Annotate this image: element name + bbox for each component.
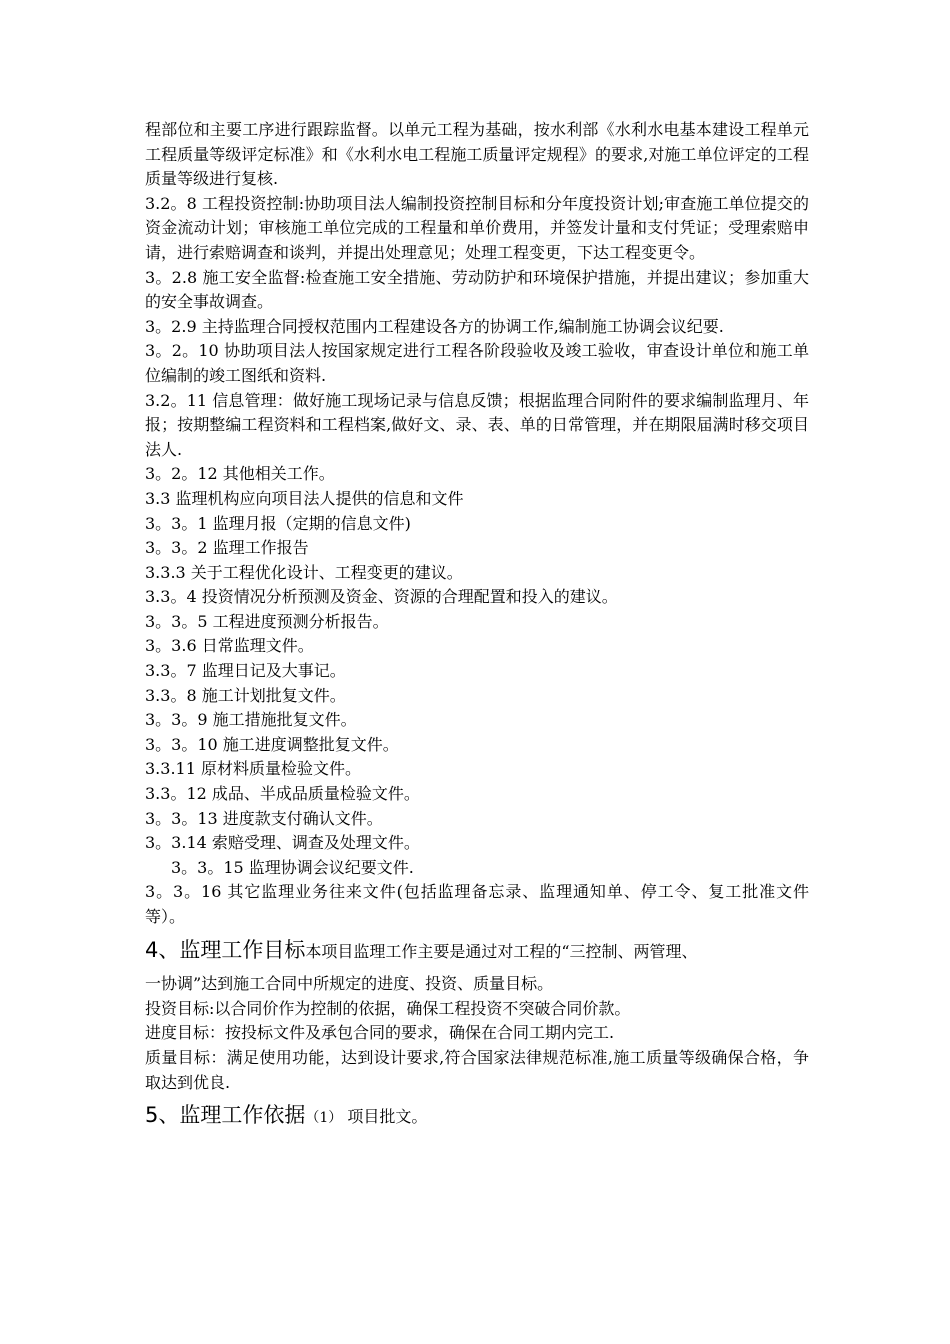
paragraph: 3。3。1 监理月报（定期的信息文件) [145,513,411,533]
paragraph: 程部位和主要工序进行跟踪监督。以单元工程为基础，按水利部《水利水电基本建设工程单元工程质量等级评定标准》和《水利水电工程施工质量评定规程》的要求,对施工单位评定的工程质量等级进行复核. [145,120,809,189]
paragraph: 3.2。8 工程投资控制:协助项目法人编制投资控制目标和分年度投资计划;审查施工单位提交的资金流动计划；审核施工单位完成的工程量和单价费用，并签发计量和支付凭证；受理索赔申请，进行索赔调查和谈判，并提出处理意见；处理工程变更，下达工程变更令。 [145,193,809,262]
paragraph: 3.3.11 原材料质量检验文件。 [145,759,361,779]
paragraph: 3。3。2 监理工作报告 [145,538,309,558]
paragraph: 3.3 监理机构应向项目法人提供的信息和文件 [145,488,464,508]
paragraph: 3.3。4 投资情况分析预测及资金、资源的合理配置和投入的建议。 [145,587,618,607]
document-page [145,118,809,1131]
paragraph: 3。2.8 施工安全监督:检查施工安全措施、劳动防护和环境保护措施，并提出建议；参加重大的安全事故调查。 [145,267,809,312]
section-5-item-number: （1） [305,1110,343,1127]
paragraph: 3。3.14 索赔受理、调查及处理文件。 [145,833,420,853]
goal-schedule: 进度目标：按投标文件及承包合同的要求，确保在合同工期内完工. [145,1023,615,1043]
paragraph: 3.3。7 监理日记及大事记。 [145,661,346,681]
section-5-item-text: 项目批文。 [342,1107,428,1127]
goal-investment: 投资目标:以合同价作为控制的依据，确保工程投资不突破合同价款。 [145,998,631,1018]
paragraph: 3.3。8 施工计划批复文件。 [145,685,346,705]
paragraph: 3.2。11 信息管理：做好施工现场记录与信息反馈；根据监理合同附件的要求编制监理月、年报；按期整编工程资料和工程档案,做好文、录、表、单的日常管理，并在期限届满时移交项目法人. [145,390,809,459]
paragraph-list [145,118,809,856]
paragraph: 3。2.9 主持监理合同授权范围内工程建设各方的协调工作,编制施工协调会议纪要. [145,316,724,336]
indented-paragraph: 3。3。15 监理协调会议纪要文件. [171,857,414,877]
paragraph: 3.3。12 成品、半成品质量检验文件。 [145,784,420,804]
paragraph: 3。2。10 协助项目法人按国家规定进行工程各阶段验收及竣工验收，审查设计单位和施工单位编制的竣工图纸和资料. [145,341,809,385]
section-4-continuation: 一协调”达到施工合同中所规定的进度、投资、质量目标。 [145,974,554,994]
paragraph: 3。3。9 施工措施批复文件。 [145,710,357,730]
section-4 [145,938,809,997]
section-4-lead: 本项目监理工作主要是通过对工程的“三控制、两管理、 [305,941,698,961]
paragraph: 3。3。5 工程进度预测分析报告。 [145,611,389,631]
section-4-heading: 4、监理工作目标 [145,937,306,962]
paragraph: 3。2。12 其他相关工作。 [145,464,335,484]
goal-quality: 质量目标：满足使用功能，达到设计要求,符合国家法律规范标准,施工质量等级确保合格，争取达到优良. [145,1047,809,1092]
paragraph: 3。3.6 日常监理文件。 [145,636,314,656]
paragraph: 3。3。16 其它监理业务往来文件(包括监理备忘录、监理通知单、停工令、复工批准文件等）。 [145,882,809,926]
paragraph: 3。3。13 进度款支付确认文件。 [145,808,383,828]
paragraph: 3.3.3 关于工程优化设计、工程变更的建议。 [145,562,463,582]
paragraph: 3。3。10 施工进度调整批复文件。 [145,734,399,754]
section-5-heading: 5、监理工作依据 [145,1103,306,1128]
section-5 [145,1103,809,1131]
